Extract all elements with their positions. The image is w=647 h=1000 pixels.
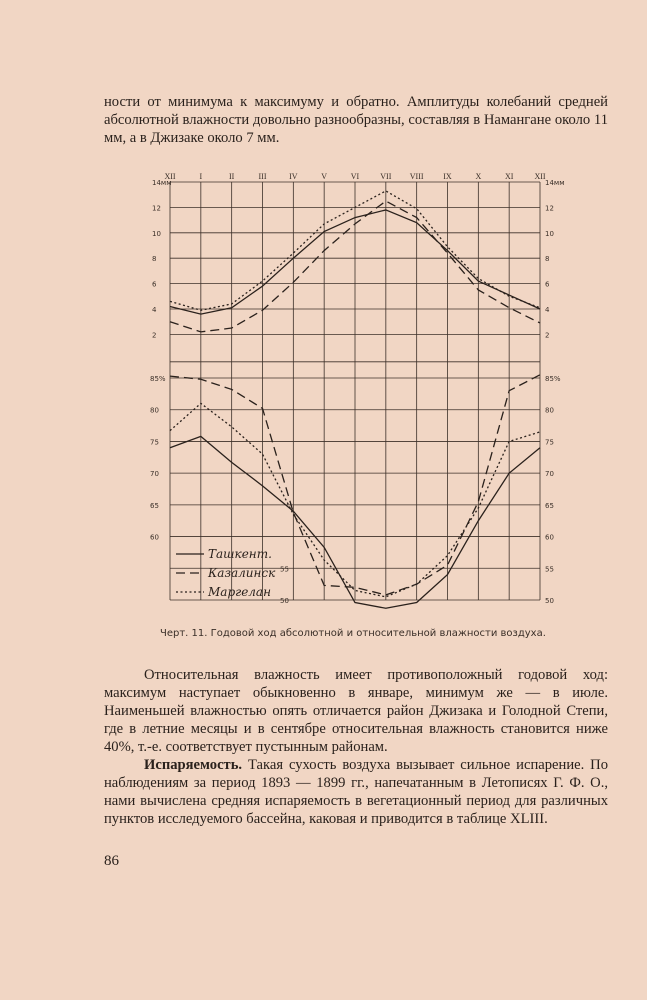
y-tick-label-right: 70 xyxy=(545,470,554,479)
month-label: III xyxy=(258,172,267,181)
month-label: II xyxy=(229,172,235,181)
y-tick-label-right: 12 xyxy=(545,204,554,213)
chart-caption: Черт. 11. Годовой ход абсолютной и относительной влажности воздуха. xyxy=(160,628,546,639)
y-tick-label-right: 6 xyxy=(545,280,550,289)
top-paragraph-text: ности от минимума к максимуму и обратно. Амплитуды колебаний средней абсолютной влажности довольно разнообразны, составляя в Намангане около 11 мм, а в Джизаке около 7 мм. xyxy=(104,94,608,146)
y-tick-label-right: 4 xyxy=(545,306,550,314)
y-tick-label-left: 55 xyxy=(280,565,289,574)
y-tick-label-right: 55 xyxy=(545,565,554,574)
y-tick-label-left: 65 xyxy=(150,501,159,510)
month-label: X xyxy=(475,172,482,181)
page-number: 86 xyxy=(104,853,119,869)
evaporation-heading: Испаряемость. xyxy=(144,757,243,773)
month-label: VI xyxy=(350,172,360,181)
y-tick-label-right: 65 xyxy=(545,501,554,510)
y-tick-label-left: 50 xyxy=(280,597,289,605)
month-label: VII xyxy=(380,172,392,181)
legend-label: Маргелан xyxy=(208,585,271,599)
y-tick-label-left: 10 xyxy=(152,229,161,238)
humidity-chart-svg xyxy=(130,168,565,613)
y-tick-label-right: 14мм xyxy=(545,179,565,187)
month-label: I xyxy=(199,172,203,181)
y-tick-label-right: 10 xyxy=(545,229,554,238)
y-tick-label-left: 60 xyxy=(150,533,159,542)
y-tick-label-right: 50 xyxy=(545,597,554,605)
y-tick-label-left: 75 xyxy=(150,438,159,447)
month-label: VIII xyxy=(409,172,424,181)
month-label: XII xyxy=(534,172,546,181)
month-label: IV xyxy=(289,172,298,181)
legend-label: Ташкент. xyxy=(208,547,272,561)
top-paragraph xyxy=(104,93,608,147)
month-label: XI xyxy=(504,172,514,181)
evaporation-text: Такая сухость воздуха вызывает сильное испарение. По наблюдениям за период 1893 — 1899 гг., напечатанным в Летописях Г. Ф. О., нами вычислена средняя испаряемость в вегетационный период для различных пунктов исследуемого бассейна, каковая и приводится в таблице XLIII. xyxy=(104,757,608,827)
y-tick-label-right: 75 xyxy=(545,438,554,447)
y-tick-label-left: 8 xyxy=(152,255,157,264)
y-tick-label-right: 85% xyxy=(545,375,561,383)
relative-humidity-paragraph: Относительная влажность имеет противоположный годовой ход: максимум наступает обыкновенно в январе, минимум же — в июле. Наименьшей влажностью опять отличается район Джизака и Голодной Степи, где в летние месяцы и в сентябре относительная влажность становится ниже 40%, т.-е. соответствует пустынным районам. xyxy=(104,667,608,755)
y-tick-label-left: 85% xyxy=(150,375,166,383)
month-label: IX xyxy=(443,172,452,181)
y-tick-label-right: 8 xyxy=(545,255,550,264)
month-label: XII xyxy=(164,172,176,181)
evaporation-paragraph xyxy=(104,756,608,828)
bottom-paragraphs xyxy=(104,666,608,828)
y-tick-label-left: 4 xyxy=(152,306,157,314)
y-tick-label-left: 6 xyxy=(152,280,157,289)
month-label: V xyxy=(321,172,328,181)
y-tick-label-right: 80 xyxy=(545,406,554,415)
y-tick-label-right: 60 xyxy=(545,533,554,542)
y-tick-label-left: 2 xyxy=(152,331,157,340)
humidity-chart xyxy=(130,168,565,613)
y-tick-label-right: 2 xyxy=(545,331,550,340)
y-tick-label-left: 70 xyxy=(150,470,159,479)
y-tick-label-left: 12 xyxy=(152,204,161,213)
y-tick-label-left: 80 xyxy=(150,406,159,415)
y-tick-label-left: 14мм xyxy=(152,179,172,187)
legend-label: Казалинск xyxy=(208,566,276,580)
